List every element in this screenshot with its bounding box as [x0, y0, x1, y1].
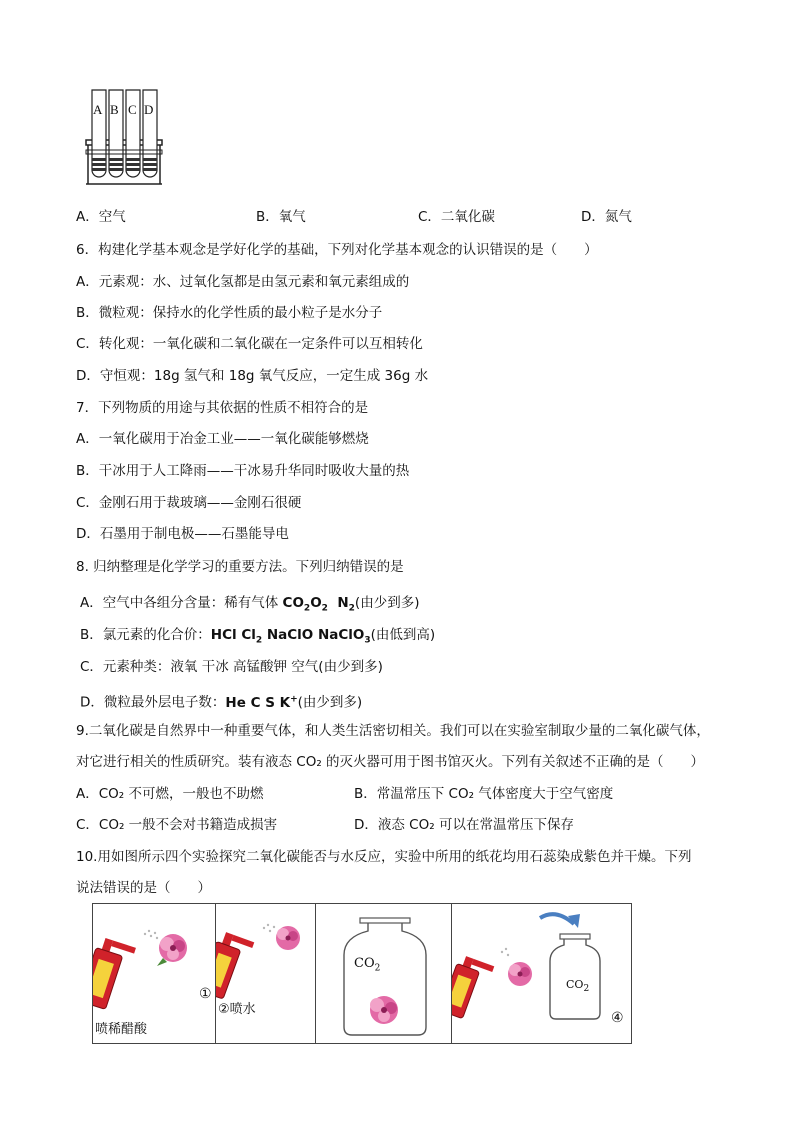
q8-stem: 8. 归纳整理是化学学习的重要方法。下列归纳错误的是 [76, 559, 404, 575]
experiment-caption-2: ②喷水 [218, 1002, 256, 1017]
formula-cl2: Cl [241, 627, 256, 643]
q6-stem: 6．构建化学基本观念是学好化学的基础，下列对化学基本观念的认识错误的是（ ） [76, 242, 598, 258]
experiment-cell-3 [316, 904, 452, 1043]
experiment-number-4: ④ [611, 1010, 624, 1026]
experiment-cell-1 [93, 904, 216, 1043]
q9-stem-line1: 9.二氧化碳是自然界中一种重要气体，和人类生活密切相关。我们可以在实验室制取少量的二氧化碳气体， [76, 723, 710, 739]
q10-stem-line1: 10.用如图所示四个实验探究二氧化碳能否与水反应，实验中所用的纸花均用石蕊染成紫色并干燥。下列 [76, 849, 692, 865]
q5-option-c[interactable]: C．二氧化碳 [418, 209, 495, 225]
co2-label-cell3: $CO_2$ [354, 956, 381, 974]
q6-option-b[interactable]: B．微粒观：保持水的化学性质的最小粒子是水分子 [76, 305, 383, 321]
tube-label-a: A [93, 102, 103, 117]
test-tube-rack-figure [84, 84, 166, 188]
q8-b-suffix: (由低到高) [370, 627, 436, 643]
q8-a-prefix: A．空气中各组分含量：稀有气体 [80, 595, 283, 611]
q9-stem-line2: 对它进行相关的性质研究。装有液态 CO₂ 的灭火器可用于图书馆灭火。下列有关叙述不正确的是（ ） [76, 754, 705, 770]
q8-d-prefix: D．微粒最外层电子数： [80, 694, 226, 711]
experiment-number-1: ① [199, 986, 212, 1002]
q9-option-c[interactable]: C．CO₂ 一般不会对书籍造成损害 [76, 817, 278, 833]
q6-option-c[interactable]: C．转化观：一氧化碳和二氧化碳在一定条件可以互相转化 [76, 336, 423, 352]
flower-icon [157, 934, 187, 966]
spray-bottle-icon [216, 904, 314, 1004]
particle-s: S [265, 694, 275, 711]
experiment-cell-2 [216, 904, 316, 1043]
experiment-cell-4 [452, 904, 631, 1043]
q7-option-b[interactable]: B．干冰用于人工降雨——干冰易升华同时吸收大量的热 [76, 463, 410, 479]
co2-label-cell4: $CO_2$ [566, 978, 590, 995]
q8-b-prefix: B．氯元素的化合价： [80, 627, 211, 643]
formula-o2: O [310, 595, 322, 611]
q5-option-b[interactable]: B．氧气 [256, 209, 306, 225]
particle-c: C [250, 694, 261, 711]
q7-stem: 7．下列物质的用途与其依据的性质不相符合的是 [76, 400, 369, 416]
q10-stem-line2: 说法错误的是（ ） [76, 880, 211, 896]
flower-icon [508, 962, 532, 986]
q6-option-a[interactable]: A．元素观：水、过氧化氢都是由氢元素和氧元素组成的 [76, 274, 410, 290]
q7-option-a[interactable]: A．一氧化碳用于冶金工业——一氧化碳能够燃烧 [76, 431, 369, 447]
particle-he: He [225, 694, 246, 711]
q5-option-a[interactable]: A．空气 [76, 209, 126, 225]
flower-icon [370, 996, 398, 1024]
q8-d-suffix: (由少到多) [297, 694, 363, 711]
q8-option-c[interactable]: C．元素种类：液氧 干冰 高锰酸钾 空气(由少到多) [80, 659, 383, 675]
curved-arrow-icon [540, 914, 574, 924]
formula-co2: CO [282, 595, 304, 611]
q10-experiment-figure [92, 903, 632, 1044]
q9-option-a[interactable]: A．CO₂ 不可燃，一般也不助燃 [76, 786, 264, 802]
tube-label-c: C [128, 102, 137, 117]
gas-jar-icon [316, 904, 452, 1043]
experiment-caption-1: 喷稀醋酸 [95, 1022, 148, 1037]
formula-naclo: NaClO [266, 627, 314, 643]
spray-bottle-icon [93, 904, 215, 1014]
tube-label-d: D [144, 102, 154, 117]
spray-to-jar-icon [452, 904, 630, 1043]
formula-n2: N [337, 595, 349, 611]
q7-option-c[interactable]: C．金刚石用于裁玻璃——金刚石很硬 [76, 495, 302, 511]
q5-option-d[interactable]: D．氮气 [581, 209, 632, 225]
q8-option-a[interactable]: A．空气中各组分含量：稀有气体 $CO_2O_2$ $N_2$(由少到多) [80, 595, 420, 614]
q8-option-b[interactable]: B．氯元素的化合价：HCl $Cl_2$ NaClO NaClO$_3$(由低到高) [80, 627, 436, 646]
q6-option-d[interactable]: D．守恒观：18g 氢气和 18g 氧气反应，一定生成 36g 水 [76, 368, 429, 384]
q9-option-b[interactable]: B．常温常压下 CO₂ 气体密度大于空气密度 [354, 786, 614, 802]
q9-option-d[interactable]: D．液态 CO₂ 可以在常温常压下保存 [354, 817, 574, 833]
q7-option-d[interactable]: D．石墨用于制电极——石墨能导电 [76, 526, 289, 542]
formula-hcl: HCl [210, 627, 237, 643]
particle-k-plus: K [279, 694, 291, 711]
formula-naclo3: NaClO [317, 627, 365, 643]
flower-icon [276, 926, 300, 950]
q8-a-suffix: (由少到多) [354, 595, 420, 611]
q8-option-d[interactable]: D．微粒最外层电子数：He C S K+(由少到多) [80, 694, 363, 711]
tube-label-b: B [110, 102, 119, 117]
